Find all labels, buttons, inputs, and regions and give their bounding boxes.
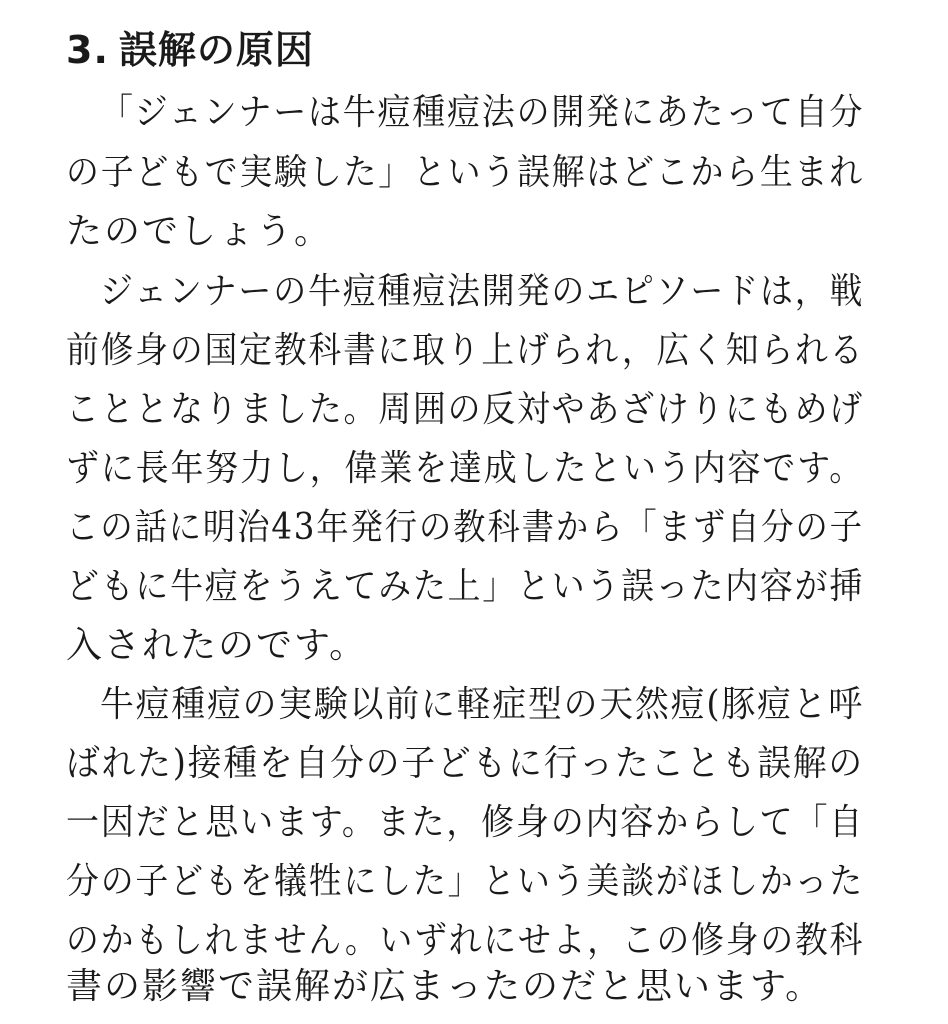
text-line: こととなりました。周囲の反対やあざけりにもめげ — [66, 389, 864, 430]
text-line: 牛痘種痘の実験以前に軽症型の天然痘(豚痘と呼 — [100, 684, 865, 725]
text-line: 分の子どもを犠牲にした」という美談がほしかった — [66, 861, 864, 902]
text-line: どもに牛痘をうえてみた上」という誤った内容が挿 — [66, 566, 864, 607]
section-title: 誤解の原因 — [118, 28, 314, 72]
text-line: ばれた)接種を自分の子どもに行ったことも誤解の — [66, 743, 865, 784]
text-line: たのでしょう。 — [66, 211, 333, 252]
text-line: ジェンナーの牛痘種痘法開発のエピソードは，戦 — [100, 271, 865, 312]
text-line: のかもしれません。いずれにせよ，この修身の教科 — [66, 920, 865, 961]
text-line: 入されたのです。 — [66, 625, 368, 666]
text-line: 前修身の国定教科書に取り上げられ，広く知られる — [66, 330, 865, 371]
text-line: 書の影響で誤解が広まったのだと思います。 — [66, 966, 824, 1007]
section-number: 3. — [66, 28, 109, 72]
section-heading — [66, 22, 314, 78]
text-line: ずに長年努力し，偉業を達成したという内容です。 — [66, 448, 865, 489]
text-line: 「ジェンナーは牛痘種痘法の開発にあたって自分 — [100, 92, 865, 133]
text-line: この話に明治43年発行の教科書から「まず自分の子 — [66, 507, 864, 548]
text-line: の子どもで実験した」という誤解はどこから生まれ — [66, 152, 864, 193]
text-line: 一因だと思います。また，修身の内容からして「自 — [66, 802, 865, 843]
